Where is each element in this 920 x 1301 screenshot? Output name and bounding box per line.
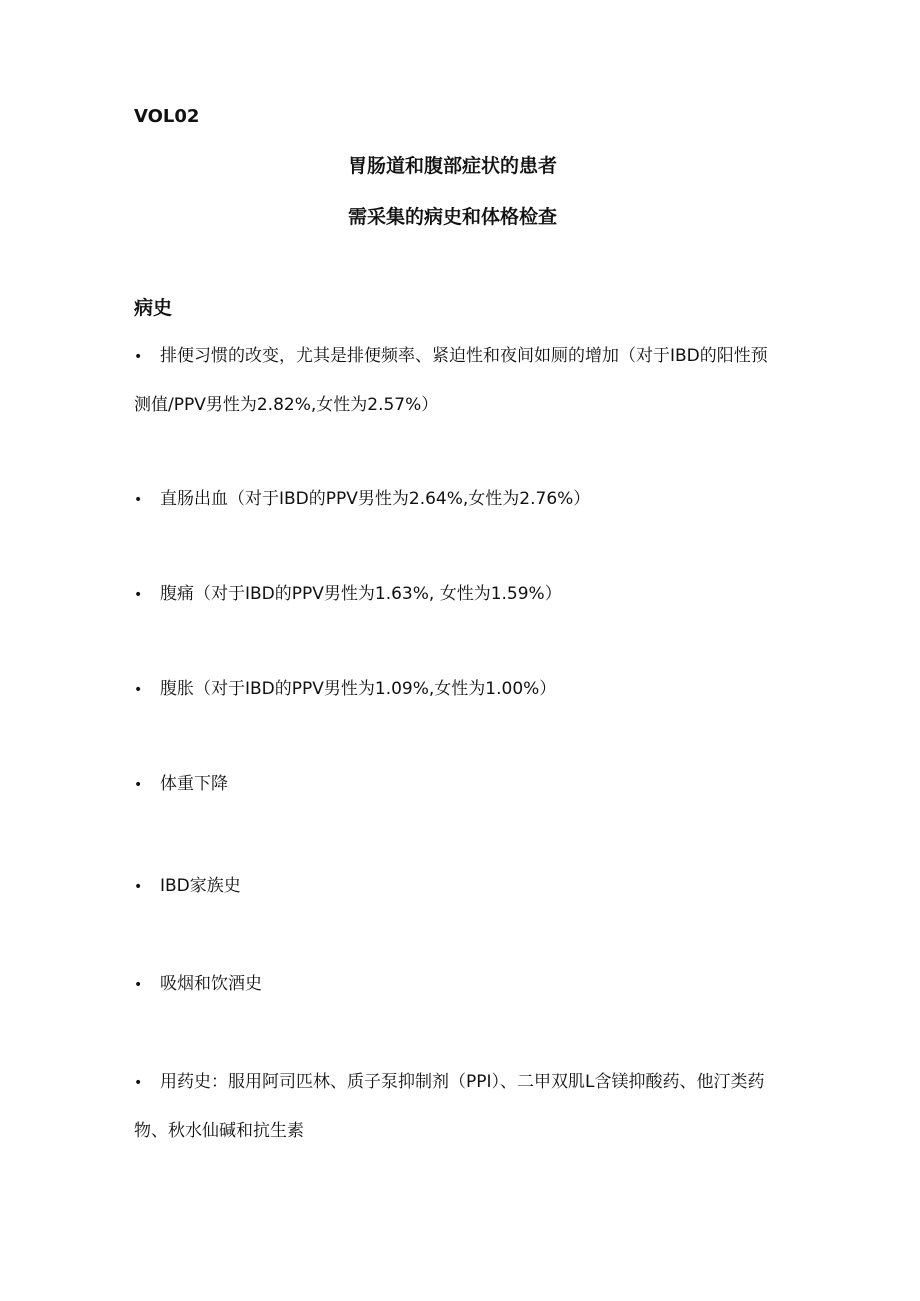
- bullet-icon: •: [134, 682, 143, 698]
- document-code: VOL02: [134, 106, 200, 127]
- document-title-line-2: 需采集的病史和体格检查: [348, 206, 558, 228]
- list-item: [134, 1058, 784, 1155]
- bullet-icon: •: [134, 977, 143, 993]
- section-heading-history: 病史: [134, 297, 173, 319]
- list-item-text: 腹胀（对于IBD的PPV男性为1.09%,女性为1.00%）: [160, 679, 557, 699]
- document-title-line-1: 胃肠道和腹部症状的患者: [348, 155, 558, 177]
- bullet-icon: •: [134, 1075, 143, 1091]
- list-item-text: 体重下降: [160, 774, 228, 794]
- list-item-text: 腹痛（对于IBD的PPV男性为1.63%, 女性为1.59%）: [160, 584, 562, 604]
- list-item: [134, 332, 784, 429]
- list-item-text: 排便习惯的改变，尤其是排便频率、紧迫性和夜间如厕的增加（对于IBD的阳性预测值/PPV男性为2.82%,女性为2.57%）: [134, 346, 768, 415]
- bullet-icon: •: [134, 587, 143, 603]
- bullet-icon: •: [134, 349, 143, 365]
- list-item: [134, 960, 784, 1009]
- bullet-icon: •: [134, 879, 143, 895]
- list-item-text: 用药史：服用阿司匹林、质子泵抑制剂（PPI）、二甲双肌L含镁抑酸药、他汀类药物、秋水仙碱和抗生素: [134, 1072, 765, 1141]
- bullet-icon: •: [134, 777, 143, 793]
- list-item: [134, 570, 784, 619]
- list-item: [134, 760, 784, 809]
- list-item-text: IBD家族史: [160, 876, 241, 896]
- bullet-icon: •: [134, 492, 143, 508]
- list-item-text: 吸烟和饮酒史: [160, 974, 262, 994]
- list-item: [134, 475, 784, 524]
- list-item: [134, 665, 784, 714]
- list-item: [134, 862, 784, 911]
- list-item-text: 直肠出血（对于IBD的PPV男性为2.64%,女性为2.76%）: [160, 489, 591, 509]
